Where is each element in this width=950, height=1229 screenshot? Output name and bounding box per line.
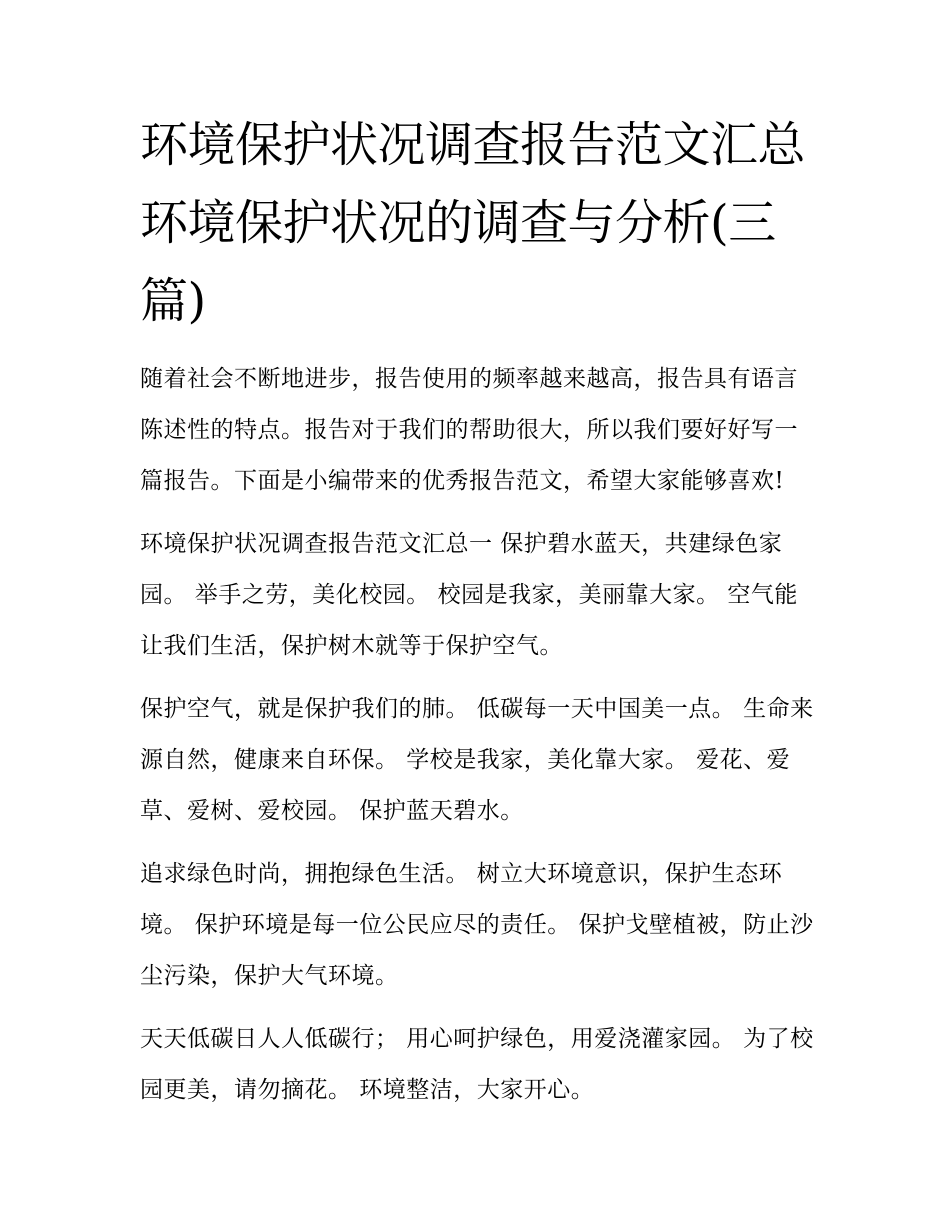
body-paragraph: 追求绿色时尚，拥抱绿色生活。 树立大环境意识，保护生态环境。 保护环境是每一位公民应尽的责任。 保护戈壁植被，防止沙尘污染，保护大气环境。: [140, 861, 814, 989]
body-paragraph: 天天低碳日人人低碳行； 用心呵护绿色，用爱浇灌家园。 为了校园更美，请勿摘花。 环境整洁，大家开心。: [140, 1026, 814, 1103]
intro-paragraph: 随着社会不断地进步，报告使用的频率越来越高，报告具有语言陈述性的特点。报告对于我们的帮助很大，所以我们要好好写一篇报告。下面是小编带来的优秀报告范文，希望大家能够喜欢!: [140, 366, 798, 494]
page-title: 环境保护状况调查报告范文汇总 环境保护状况的调查与分析(三篇): [140, 117, 806, 329]
document-page: [140, 106, 820, 1116]
body-paragraph: 保护空气，就是保护我们的肺。 低碳每一天中国美一点。 生命来源自然，健康来自环保。 学校是我家，美化靠大家。 爱花、爱草、爱树、爱校园。 保护蓝天碧水。: [140, 696, 814, 824]
body-paragraph: 环境保护状况调查报告范文汇总一 保护碧水蓝天，共建绿色家园。 举手之劳，美化校园。 校园是我家，美丽靠大家。 空气能让我们生活，保护树木就等于保护空气。: [140, 531, 798, 659]
